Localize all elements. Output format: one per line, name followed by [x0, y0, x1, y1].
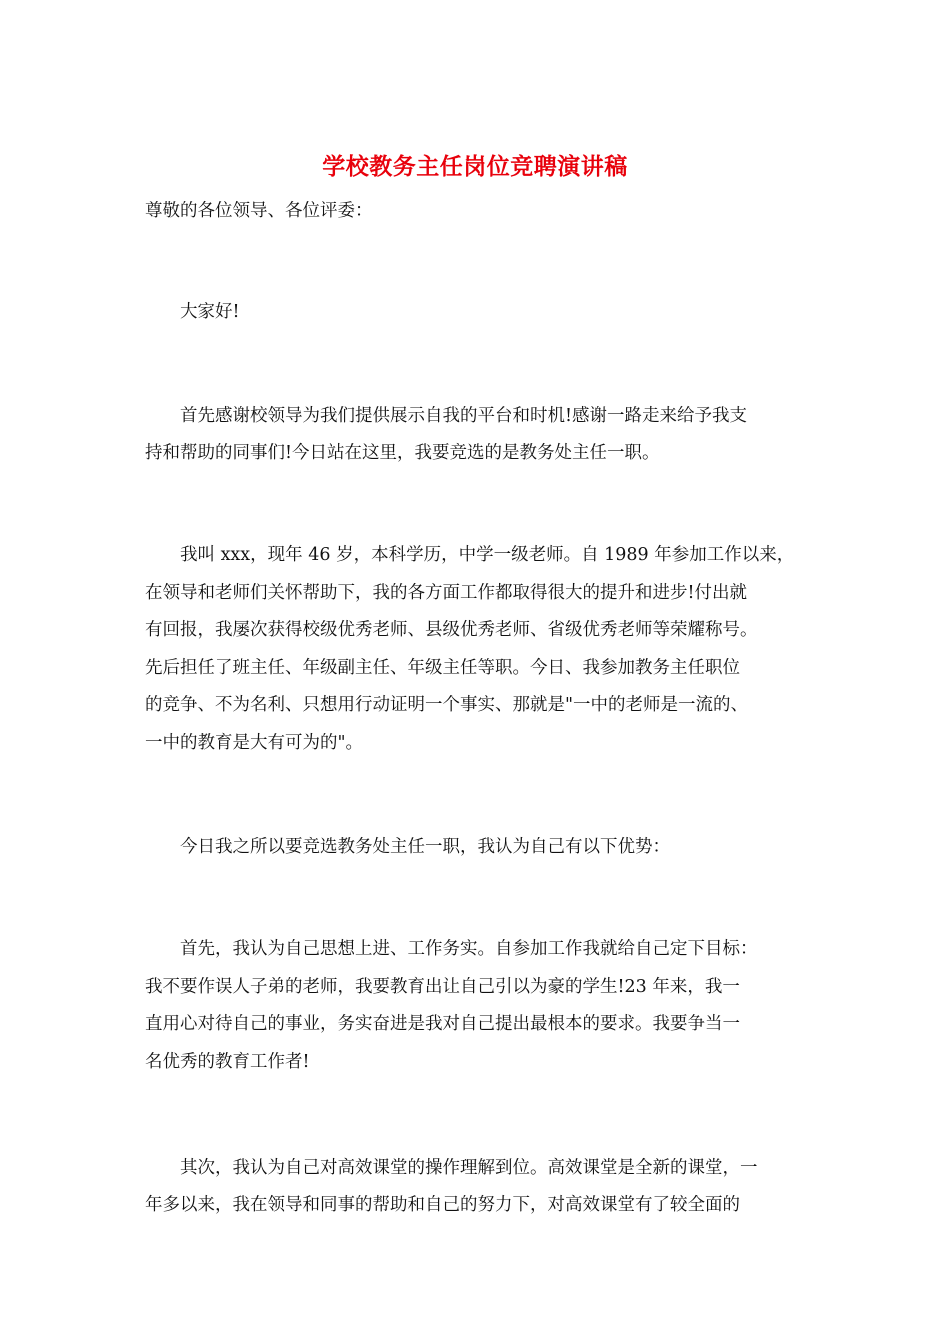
paragraph-line: 今日我之所以要竞选教务处主任一职，我认为自己有以下优势： [180, 837, 670, 857]
paragraph-line: 首先，我认为自己思想上进、工作务实。自参加工作我就给自己定下目标： [180, 939, 758, 959]
paragraph-line: 直用心对待自己的事业，务实奋进是我对自己提出最根本的要求。我要争当一 [145, 1014, 740, 1034]
paragraph-line: 的竞争、不为名利、只想用行动证明一个事实、那就是"一中的老师是一流的、 [145, 695, 749, 715]
paragraph-line: 其次，我认为自己对高效课堂的操作理解到位。高效课堂是全新的课堂，一 [180, 1158, 758, 1178]
salutation: 尊敬的各位领导、各位评委： [145, 201, 373, 221]
paragraph-line: 一中的教育是大有可为的"。 [145, 733, 364, 753]
paragraph-line: 有回报，我屡次获得校级优秀老师、县级优秀老师、省级优秀老师等荣耀称号。 [145, 620, 758, 640]
paragraph-line: 名优秀的教育工作者! [145, 1052, 310, 1072]
paragraph-line: 持和帮助的同事们!今日站在这里，我要竞选的是教务处主任一职。 [145, 443, 660, 463]
greeting: 大家好! [180, 302, 240, 322]
paragraph-line: 首先感谢校领导为我们提供展示自我的平台和时机!感谢一路走来给予我支 [180, 406, 748, 426]
paragraph-line: 我叫 xxx，现年 46 岁，本科学历，中学一级老师。自 1989 年参加工作以来， [180, 545, 795, 565]
paragraph-line: 我不要作误人子弟的老师，我要教育出让自己引以为豪的学生!23 年来，我一 [145, 977, 740, 997]
paragraph-line: 年多以来，我在领导和同事的帮助和自己的努力下，对高效课堂有了较全面的 [145, 1195, 740, 1215]
paragraph-line: 先后担任了班主任、年级副主任、年级主任等职。今日、我参加教务主任职位 [145, 658, 740, 678]
paragraph-line: 在领导和老师们关怀帮助下，我的各方面工作都取得很大的提升和进步!付出就 [145, 583, 748, 603]
document-title: 学校教务主任岗位竞聘演讲稿 [322, 153, 628, 180]
